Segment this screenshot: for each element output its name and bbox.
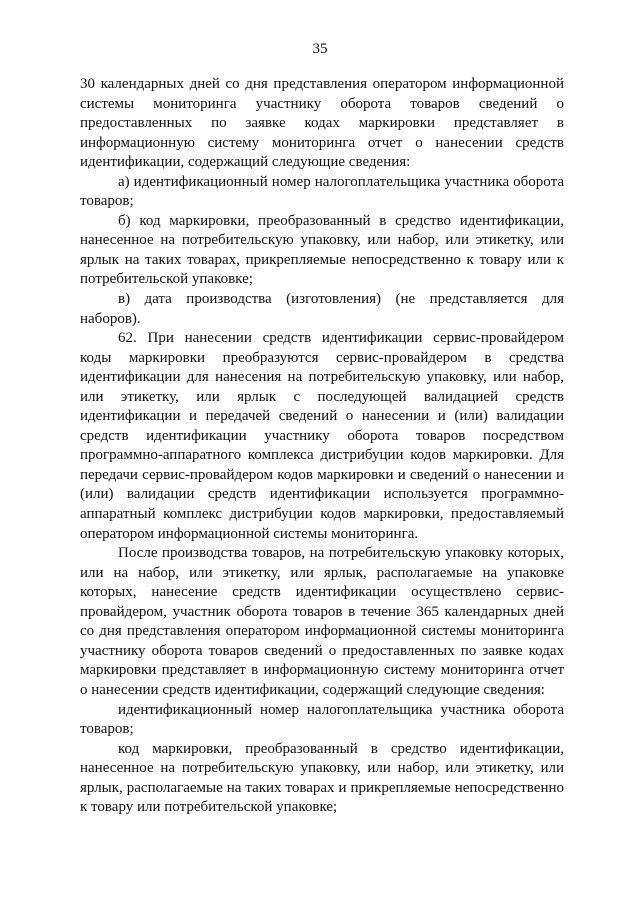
paragraph-item-inn: идентификационный номер налогоплательщика участника оборота товаров; xyxy=(80,701,564,738)
paragraph-item-b: б) код маркировки, преобразованный в средство идентификации, нанесенное на потребительскую упаковку, или набор, или этикетку, или ярлык на таких товарах, прикрепляемые непосредственно к товару или к потребительской упаковке; xyxy=(80,212,564,288)
paragraph-after-production: После производства товаров, на потребительскую упаковку которых, или на набор, или этикетку, или ярлык, располагаемые на упаковке которых, нанесение средств идентификации осуществлено сервис-провайдером, участник оборота товаров в течение 365 календарных дней со дня представления оператором информационной системы мониторинга участнику оборота товаров сведений о предоставленных по заявке кодах маркировки представляет в информационную систему мониторинга отчет о нанесении средств идентификации, содержащий следующие сведения: xyxy=(80,545,564,698)
paragraph-continuation: 30 календарных дней со дня представления оператором информационной системы мониторинга участнику оборота товаров сведений о предоставленных по заявке кодах маркировки представляет в информационную систему мониторинга отчет о нанесении средств идентификации, содержащий следующие сведения: xyxy=(80,76,564,171)
paragraph-clause-62: 62. При нанесении средств идентификации сервис-провайдером коды маркировки преобразуются сервис-провайдером в средства идентификации для нанесения на потребительскую упаковку, или набор, или этикетку, или ярлык с последующей валидацией средств идентификации и передачей сведений о нанесении и (или) валидации средств идентификации участнику оборота товаров посредством программно-аппаратного комплекса дистрибуции кодов маркировки. Для передачи сервис-провайдером кодов маркировки и сведений о нанесении и (или) валидации средств идентификации используется программно-аппаратный комплекс дистрибуции кодов маркировки, предоставляемый оператором информационной системы мониторинга. xyxy=(80,330,564,542)
paragraph-item-a: а) идентификационный номер налогоплательщика участника оборота товаров; xyxy=(80,173,564,210)
page-number: 35 xyxy=(312,41,328,57)
document-body xyxy=(80,75,564,818)
paragraph-item-c: в) дата производства (изготовления) (не представляется для наборов). xyxy=(80,291,564,327)
paragraph-item-marking-code: код маркировки, преобразованный в средство идентификации, нанесенное на потребительскую упаковку, или набор, или этикетку, или ярлык, располагаемые на таких товарах и прикрепляемые непосредственно к товару или потребительской упаковке; xyxy=(80,740,564,816)
